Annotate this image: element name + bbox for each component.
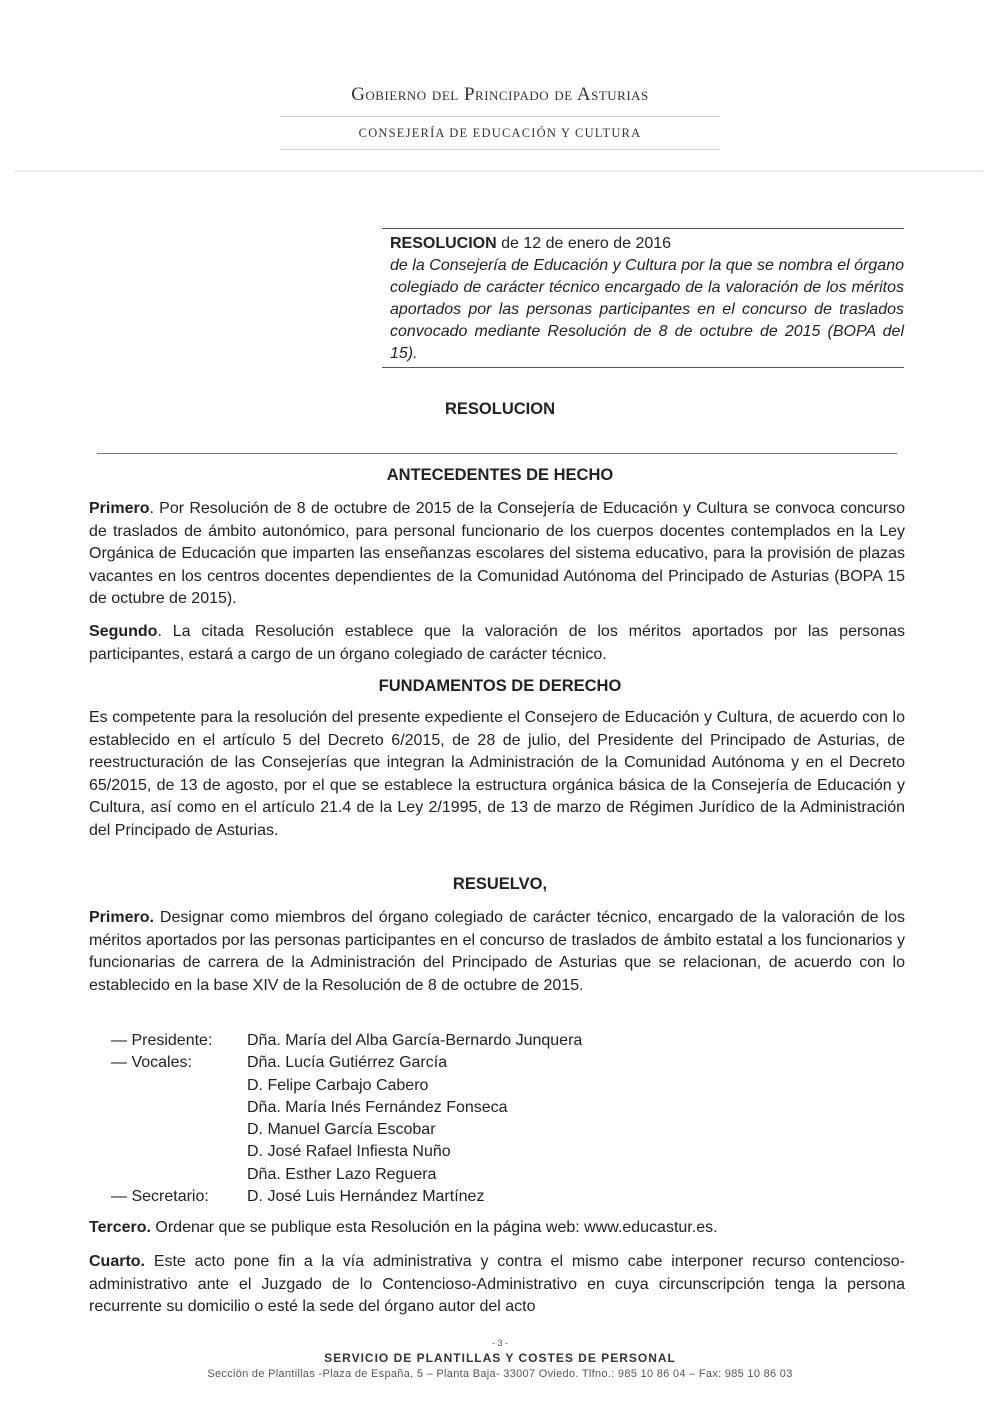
cuarto-label: Cuarto. <box>89 1253 145 1270</box>
tercero-label: Tercero. <box>89 1219 151 1236</box>
member-role: — Vocales: <box>111 1054 192 1072</box>
antecedentes-heading: ANTECEDENTES DE HECHO <box>386 466 614 484</box>
resolution-subtitle: de la Consejería de Educación y Cultura por la que se nombra el órgano colegiado de carácter técnico encargado de la valoración de los méritos aportados por las personas participantes en el concurso de traslados convocado mediante Resolución de 8 de octubre de 2015 (BOPA del 15). <box>390 257 904 362</box>
member-name: D. Felipe Carbajo Cabero <box>247 1076 429 1094</box>
member-role: — Presidente: <box>111 1032 213 1049</box>
government-title: Gobierno del Principado de Asturias <box>351 84 649 105</box>
resolution-label: RESOLUCION <box>390 235 497 252</box>
resuelvo-primero-label: Primero. <box>89 909 154 926</box>
member-role <box>111 1141 247 1163</box>
member-name: D. José Luis Hernández Martínez <box>247 1188 485 1206</box>
resolution-title-box <box>382 228 904 368</box>
resuelvo-primero <box>89 907 905 997</box>
member-row <box>111 1119 582 1141</box>
consejeria-name: CONSEJERÍA DE EDUCACIÓN Y CULTURA <box>358 126 642 140</box>
fundamentos-text: Es competente para la resolución del presente expediente el Consejero de Educación y Cultura, de acuerdo con lo establecido en el artículo 5 del Decreto 6/2015, de 28 de julio, del Presidente del Principado de Asturias, de reestructuración de las Consejerías que integran la Administración de la Comunidad Autónoma y en el Decreto 65/2015, de 13 de agosto, por el que se establece la estructura orgánica básica de la Consejería de Educación y Cultura, así como en el artículo 21.4 de la Ley 2/1995, de 13 de marzo de Régimen Jurídico de la Administración del Principado de Asturias. <box>89 709 905 839</box>
member-role <box>111 1119 247 1141</box>
segundo-text: . La citada Resolución establece que la valoración de los méritos aportados por las personas participantes, estará a cargo de un órgano colegiado de carácter técnico. <box>89 623 905 663</box>
member-name: D. José Rafael Infiesta Nuño <box>247 1143 451 1161</box>
member-row <box>111 1164 582 1186</box>
section-divider <box>97 453 897 454</box>
segundo-label: Segundo <box>89 623 158 640</box>
antecedentes-primero <box>89 498 905 611</box>
member-name: Dña. Lucía Gutiérrez García <box>247 1054 448 1072</box>
letterhead-divider <box>280 116 720 117</box>
resuelvo-tercero <box>89 1217 905 1240</box>
member-row <box>111 1141 582 1163</box>
member-name: D. Manuel García Escobar <box>247 1121 436 1139</box>
resolution-date: de 12 de enero de 2016 <box>496 235 672 252</box>
primero-label: Primero <box>89 500 150 517</box>
member-name: Dña. Esther Lazo Reguera <box>247 1165 437 1183</box>
primero-text: . Por Resolución de 8 de octubre de 2015 de la Consejería de Educación y Cultura se convoca concurso de traslados de ámbito autonómico, para personal funcionario de los cuerpos docentes contemplados en la Ley Orgánica de Educación que imparten las enseñanzas escolares del sistema educativo, para la provisión de plazas vacantes en los centros docentes dependientes de la Comunidad Autónoma del Principado de Asturias (BOPA 15 de octubre de 2015). <box>89 500 905 607</box>
members-list <box>111 1030 582 1208</box>
tercero-text: Ordenar que se publique esta Resolución en la página web: www.educastur.es. <box>150 1219 718 1236</box>
letterhead-divider-bottom <box>280 149 720 150</box>
footer-service: SERVICIO DE PLANTILLAS Y COSTES DE PERSONAL <box>324 1351 676 1365</box>
letterhead <box>0 84 1000 150</box>
antecedentes-segundo <box>89 621 905 666</box>
member-name: Dña. María del Alba García-Bernardo Junquera <box>247 1032 583 1049</box>
resuelvo-heading: RESUELVO, <box>452 875 548 893</box>
member-role <box>111 1097 247 1119</box>
resuelvo-cuarto <box>89 1251 905 1319</box>
member-row <box>111 1186 582 1208</box>
member-row <box>111 1030 582 1052</box>
member-name: Dña. María Inés Fernández Fonseca <box>247 1098 508 1116</box>
page-number: - 3 - <box>491 1338 508 1348</box>
resuelvo-primero-text: Designar como miembros del órgano colegiado de carácter técnico, encargado de la valoración de los méritos aportados por las personas participantes en el concurso de traslados de ámbito estatal a los funcionarios y funcionarias de carrera de la Administración del Principado de Asturias que se relacionan, de acuerdo con lo establecido en la base XIV de la Resolución de 8 de octubre de 2015. <box>89 909 905 994</box>
member-row <box>111 1075 582 1097</box>
header-separator <box>14 170 984 172</box>
member-row <box>111 1097 582 1119</box>
resolution-title-line <box>390 233 904 255</box>
member-role <box>111 1164 247 1186</box>
resolucion-heading: RESOLUCION <box>444 400 555 418</box>
cuarto-text: Este acto pone fin a la vía administrativa y contra el mismo cabe interponer recurso contencioso-administrativo ante el Juzgado de lo Contencioso-Administrativo en cuya circunscripción tenga la persona recurrente su domicilio o esté la sede del órgano autor del acto <box>89 1253 905 1315</box>
footer-address: Sección de Plantillas -Plaza de España, 5 – Planta Baja- 33007 Oviedo. Tlfno.: 985 10 86 04 – Fax: 985 10 86 03 <box>207 1368 793 1380</box>
fundamentos-heading: FUNDAMENTOS DE DERECHO <box>378 677 622 695</box>
member-row <box>111 1052 582 1074</box>
member-role <box>111 1075 247 1097</box>
member-role: — Secretario: <box>111 1188 209 1206</box>
